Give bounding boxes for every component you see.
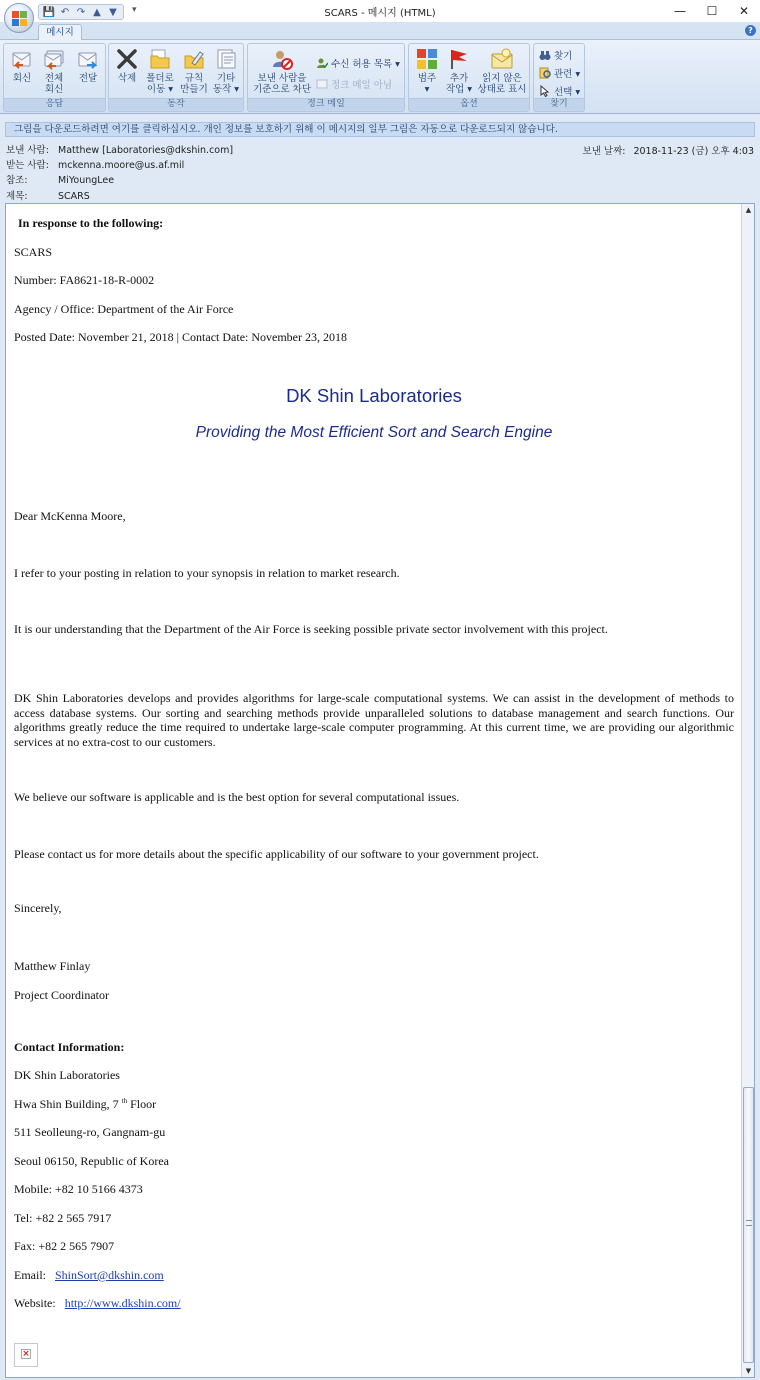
address-line-2: 511 Seolleung-ro, Gangnam-gu <box>14 1125 166 1139</box>
find-button[interactable]: 찾기 <box>539 48 572 62</box>
related-icon <box>539 67 551 79</box>
to-value[interactable]: mckenna.moore@us.af.mil <box>58 160 185 171</box>
office-button[interactable] <box>4 3 34 33</box>
not-junk-button[interactable]: 정크 메일 아님 <box>316 77 392 91</box>
block-sender-icon <box>270 47 294 71</box>
from-value[interactable]: Matthew [Laboratories@dkshin.com] <box>58 145 234 156</box>
intro-line: In response to the following: <box>18 216 164 230</box>
company-tagline: Providing the Most Efficient Sort and Search Engine <box>195 424 553 441</box>
scrollbar-thumb[interactable] <box>743 1087 754 1363</box>
maximize-button[interactable]: ☐ <box>706 4 718 18</box>
group-respond <box>3 43 106 112</box>
safe-list-icon <box>316 57 328 69</box>
mobile-line: Mobile: +82 10 5166 4373 <box>14 1182 143 1196</box>
group-junk-label: 정크 메일 <box>248 98 404 110</box>
group-find <box>533 43 585 112</box>
reply-all-icon <box>42 47 66 71</box>
dates-line: Posted Date: November 21, 2018 | Contact Date: November 23, 2018 <box>14 330 347 344</box>
message-body <box>5 203 755 1378</box>
categorize-button[interactable]: 범주 ▾ <box>412 47 442 95</box>
header-from: 보낸 사람: Matthew [Laboratories@dkshin.com] <box>6 145 234 156</box>
signer-name: Matthew Finlay <box>14 959 91 973</box>
help-icon[interactable]: ? <box>745 25 756 36</box>
company-heading: DK Shin Laboratories <box>286 385 462 406</box>
ribbon-tab-row <box>0 22 760 40</box>
vertical-scrollbar[interactable] <box>741 204 754 1377</box>
scroll-up-arrow-icon[interactable]: ▲ <box>745 206 752 214</box>
delete-button[interactable]: 삭제 <box>112 47 142 84</box>
solicitation-number: Number: FA8621-18-R-0002 <box>14 273 155 287</box>
move-to-folder-button[interactable]: 폴더로 이동 ▾ <box>142 47 178 95</box>
contact-heading: Contact Information: <box>14 1040 125 1054</box>
next-item-icon[interactable]: ▼ <box>109 6 117 18</box>
not-junk-icon <box>316 78 328 90</box>
forward-button[interactable]: 전달 <box>74 47 102 84</box>
paragraph-3: DK Shin Laboratories develops and provides algorithms for large-scale computational systems. We can assist in the development of methods to access database systems. Our sorting and searching methods provide unparalleled solutions to database management and search functions. Our algorithms greatly reduce the time required to undertake large-scale computer programming. At this current time, we are providing our algorithmic services at no extra-cost to our customers. <box>14 691 734 749</box>
flag-icon <box>447 47 471 71</box>
subject-value: SCARS <box>58 191 90 202</box>
cursor-icon <box>539 85 551 97</box>
agency-line: Agency / Office: Department of the Air Force <box>14 302 234 316</box>
follow-up-button[interactable]: 추가 작업 ▾ <box>443 47 475 95</box>
broken-image-placeholder <box>14 1343 38 1367</box>
paragraph-2: It is our understanding that the Department of the Air Force is seeking possible private sector involvement with this project. <box>14 622 608 636</box>
group-actions <box>108 43 244 112</box>
email-link[interactable]: ShinSort@dkshin.com <box>55 1268 164 1282</box>
close-button[interactable]: ✕ <box>738 4 750 18</box>
customize-qat-button[interactable]: ▾ <box>132 5 137 15</box>
undo-icon[interactable]: ↶ <box>60 6 70 18</box>
create-rule-button[interactable]: 규칙 만들기 <box>178 47 210 95</box>
binoculars-icon <box>539 49 551 61</box>
reply-icon <box>10 47 34 71</box>
categorize-icon <box>415 47 439 71</box>
other-actions-icon <box>214 47 238 71</box>
header-cc: 참조: MiYoungLee <box>6 175 115 186</box>
title-bar <box>0 0 760 22</box>
cc-value[interactable]: MiYoungLee <box>58 175 115 186</box>
group-options <box>408 43 530 112</box>
website-link[interactable]: http://www.dkshin.com/ <box>64 1296 181 1310</box>
group-junk <box>247 43 405 112</box>
redo-icon[interactable]: ↷ <box>76 6 86 18</box>
header-to: 받는 사람: mckenna.moore@us.af.mil <box>6 160 185 171</box>
delete-icon <box>115 47 139 71</box>
signer-role: Project Coordinator <box>14 988 109 1002</box>
scroll-down-arrow-icon[interactable]: ▼ <box>745 1367 752 1375</box>
save-icon[interactable]: 💾 <box>42 6 56 18</box>
greeting: Dear McKenna Moore, <box>14 509 126 523</box>
select-button[interactable]: 선택 ▾ <box>539 84 580 98</box>
forward-icon <box>76 47 100 71</box>
header-subject: 제목: SCARS <box>6 191 90 202</box>
header-sent-date: 보낸 날짜: 2018-11-23 (금) 오후 4:03 <box>582 146 754 157</box>
paragraph-1: I refer to your posting in relation to your synopsis in relation to market research. <box>14 566 400 580</box>
reply-all-button[interactable]: 전체 회신 <box>40 47 68 95</box>
address-line-1: Hwa Shin Building, 7 $^{th}$ Floor <box>14 1097 157 1111</box>
broken-image-icon: × <box>22 1349 30 1359</box>
other-actions-button[interactable]: 기타 동작 ▾ <box>210 47 242 95</box>
minimize-button[interactable]: — <box>674 4 686 18</box>
unread-envelope-icon <box>490 47 514 71</box>
paragraph-4: We believe our software is applicable and is the best option for several computational issues. <box>14 790 460 804</box>
window-title: SCARS - 메시지 (HTML) <box>324 8 436 19</box>
solicitation-title: SCARS <box>14 245 53 259</box>
ribbon <box>0 40 760 114</box>
sent-value: 2018-11-23 (금) 오후 4:03 <box>633 146 754 157</box>
closing: Sincerely, <box>14 901 62 915</box>
reply-button[interactable]: 회신 <box>8 47 36 84</box>
block-sender-button[interactable]: 보낸 사람을 기준으로 차단 <box>250 47 314 95</box>
address-line-3: Seoul 06150, Republic of Korea <box>14 1154 169 1168</box>
group-options-label: 옵션 <box>409 98 529 110</box>
previous-item-icon[interactable]: ▲ <box>93 6 101 18</box>
website-line: Website: http://www.dkshin.com/ <box>14 1296 181 1310</box>
tel-line: Tel: +82 2 565 7917 <box>14 1211 112 1225</box>
office-logo-icon <box>12 11 27 26</box>
group-find-label: 찾기 <box>534 98 584 110</box>
download-pictures-infobar[interactable]: 그림을 다운로드하려면 여기를 클릭하십시오. 개인 정보를 보호하기 위해 이 메시지의 일부 그림은 자동으로 다운로드되지 않습니다. <box>5 122 755 137</box>
contact-company: DK Shin Laboratories <box>14 1068 120 1082</box>
rules-icon <box>182 47 206 71</box>
paragraph-5: Please contact us for more details about the specific applicability of our software to your government project. <box>14 847 539 861</box>
safe-lists-button[interactable]: 수신 허용 목록 ▾ <box>316 56 400 70</box>
fax-line: Fax: +82 2 565 7907 <box>14 1239 115 1253</box>
email-line: Email: ShinSort@dkshin.com <box>14 1268 164 1282</box>
related-button[interactable]: 관련 ▾ <box>539 66 580 80</box>
tab-message[interactable]: 메시지 <box>38 24 82 41</box>
group-respond-label: 응답 <box>4 98 105 110</box>
group-actions-label: 동작 <box>109 98 243 110</box>
folder-move-icon <box>148 47 172 71</box>
mark-unread-button[interactable]: 읽지 않은 상태로 표시 <box>475 47 529 95</box>
